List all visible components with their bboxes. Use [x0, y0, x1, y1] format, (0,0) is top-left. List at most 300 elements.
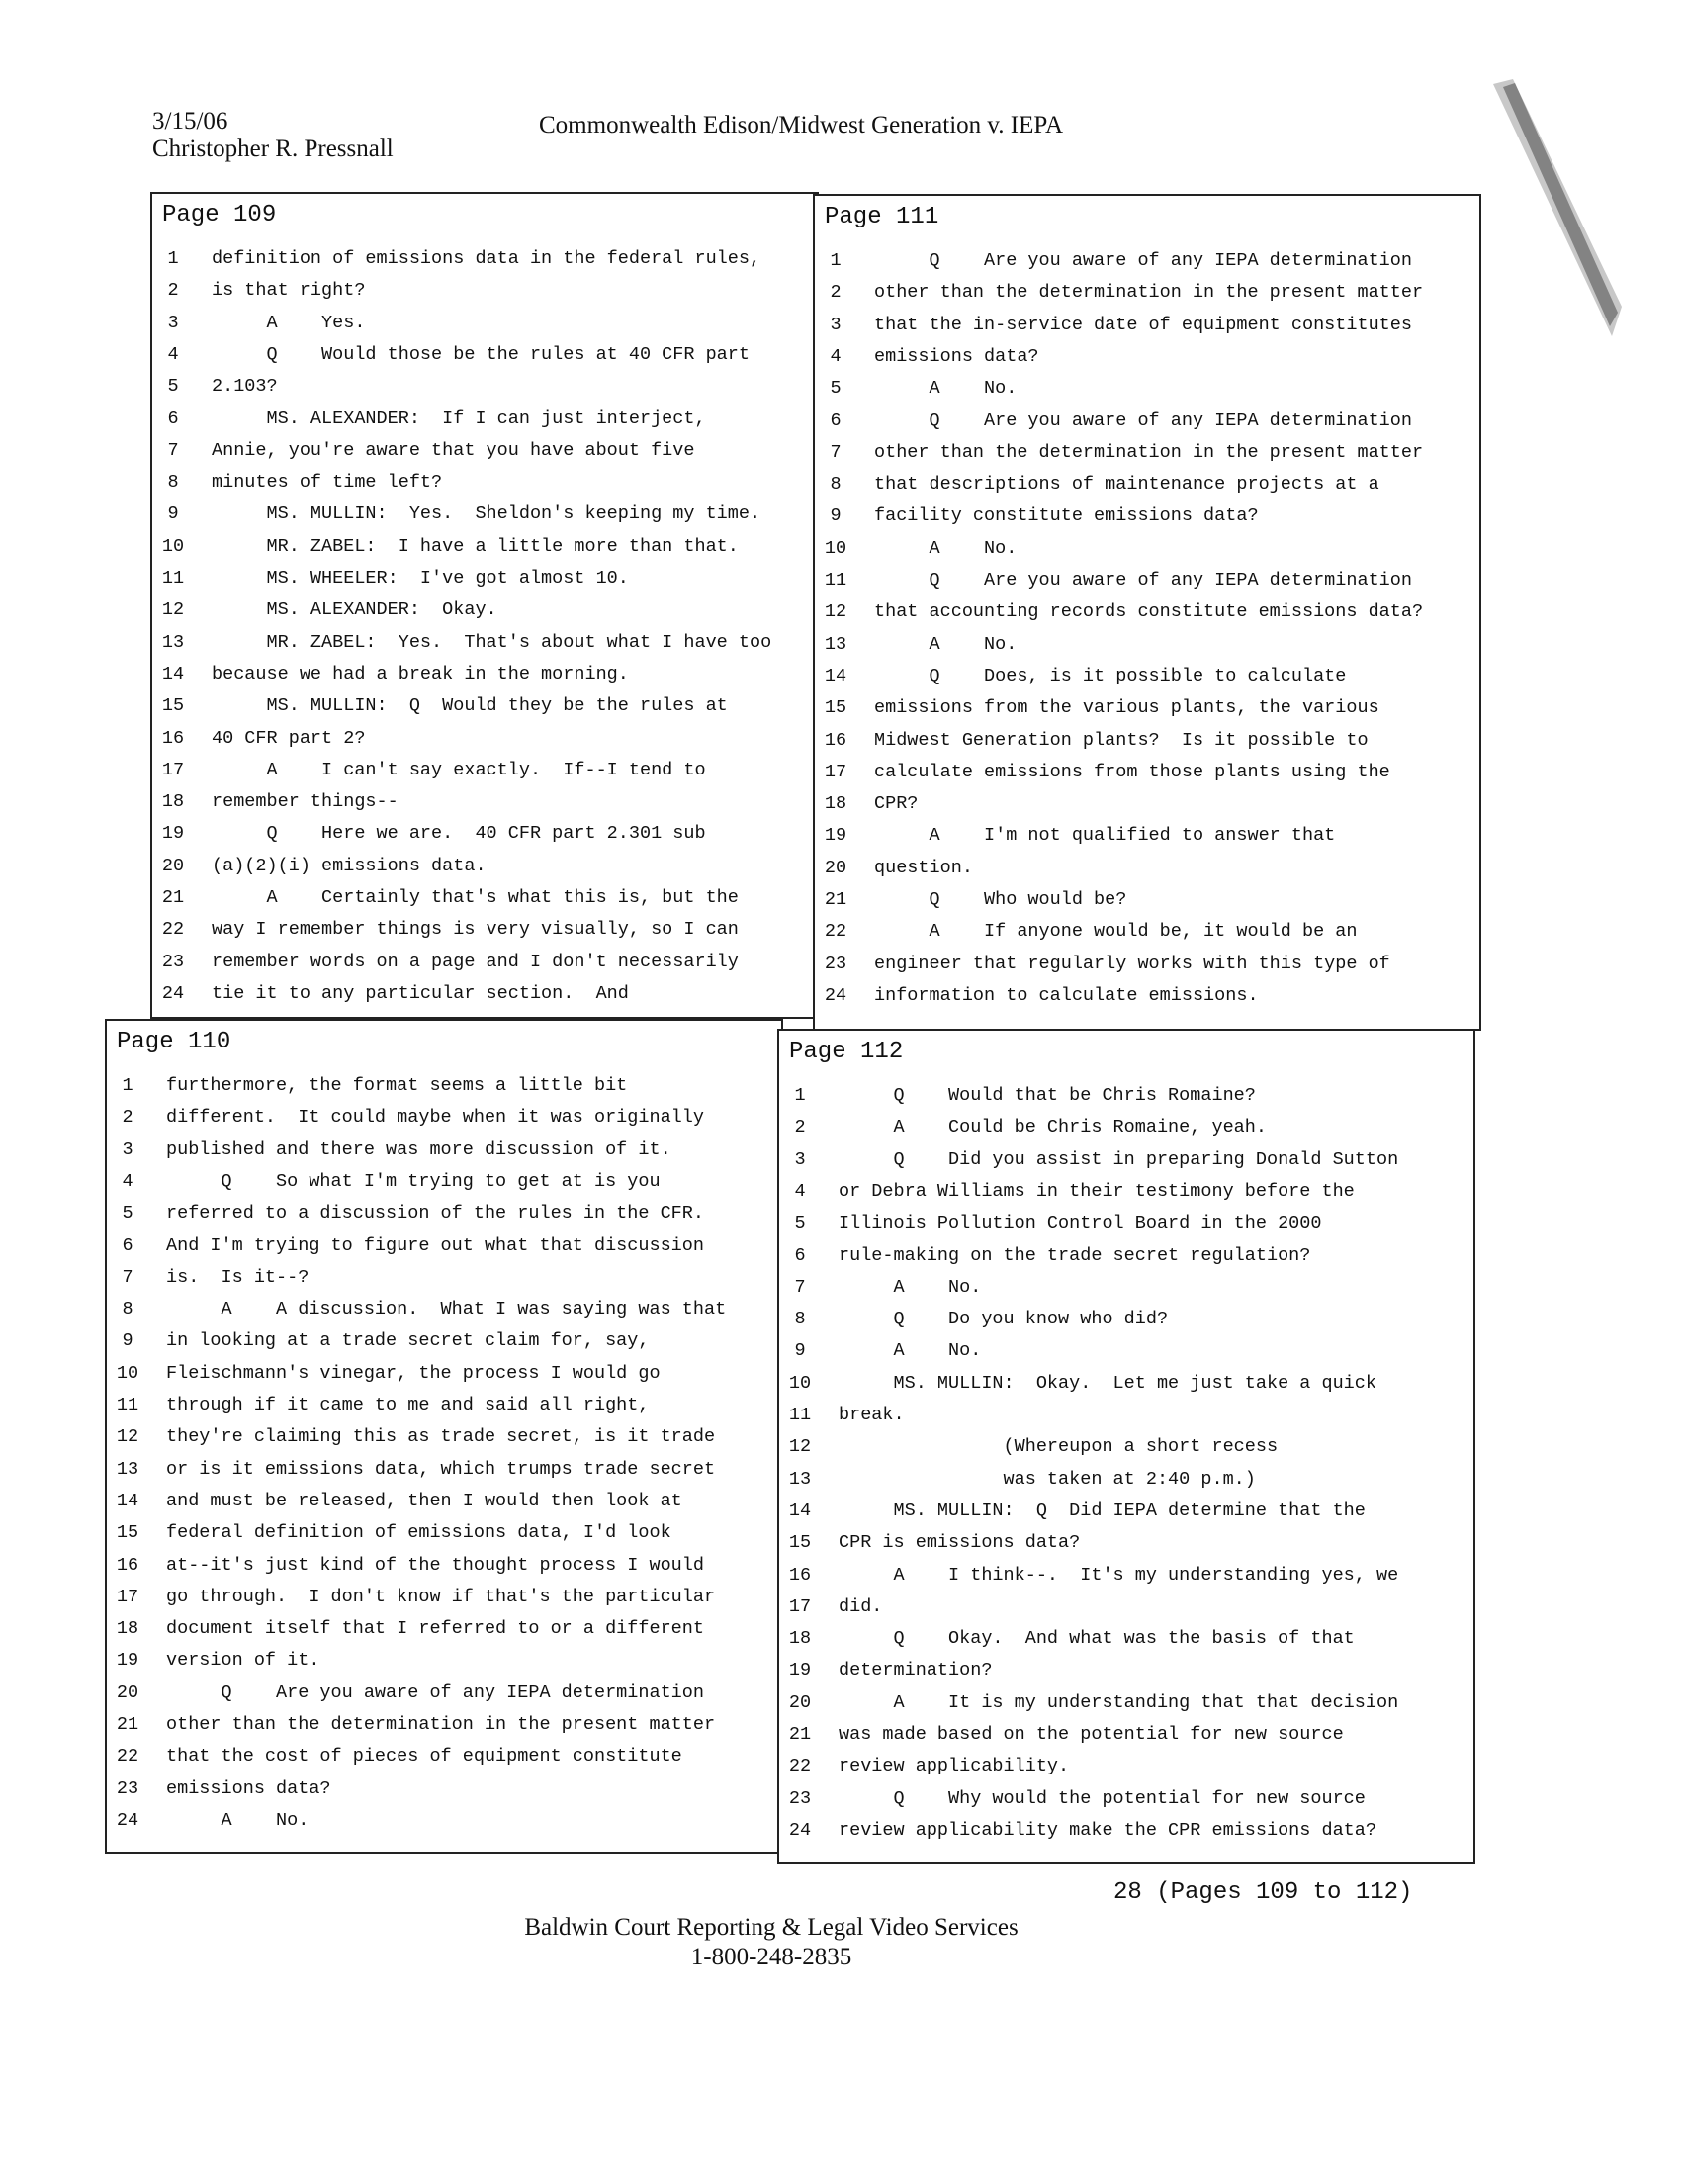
transcript-line [779, 1240, 1473, 1272]
line-number: 7 [122, 1266, 133, 1288]
line-number: 23 [161, 951, 185, 972]
line-text: Illinois Pollution Control Board in the 2000 [839, 1213, 1322, 1234]
line-number: 14 [824, 665, 847, 686]
line-number: 17 [161, 759, 185, 780]
line-number: 12 [116, 1426, 139, 1448]
transcript-line [815, 949, 1479, 980]
line-text: remember things-- [212, 791, 399, 813]
line-text: go through. I don't know if that's the particular [166, 1586, 716, 1607]
line-number: 8 [794, 1309, 806, 1330]
line-number: 14 [161, 663, 185, 684]
line-text: Q Does, is it possible to calculate [874, 665, 1347, 686]
line-text: A No. [874, 537, 1018, 559]
line-text: that descriptions of maintenance projects at a [874, 474, 1379, 496]
footer-company-name: Baldwin Court Reporting & Legal Video Services [524, 1914, 1019, 1941]
line-text: A No. [874, 378, 1018, 400]
line-text: A I'm not qualified to answer that [874, 825, 1336, 847]
transcript-line [815, 916, 1479, 948]
transcript-line [107, 1135, 781, 1166]
transcript-page-111 [813, 194, 1481, 1031]
line-text: MS. MULLIN: Okay. Let me just take a quick [839, 1372, 1376, 1394]
transcript-line [815, 406, 1479, 437]
transcript-line [779, 1400, 1473, 1431]
line-number: 21 [824, 889, 847, 910]
transcript-line [779, 1176, 1473, 1208]
line-number: 2 [167, 280, 179, 302]
line-number: 8 [830, 474, 842, 496]
line-text: Q Okay. And what was the basis of that [839, 1628, 1355, 1650]
line-text: information to calculate emissions. [874, 984, 1259, 1006]
line-text: emissions from the various plants, the various [874, 697, 1379, 719]
transcript-line [107, 1358, 781, 1390]
line-text: A No. [874, 633, 1018, 655]
transcript-line [815, 437, 1479, 469]
line-number: 2 [794, 1117, 806, 1138]
transcript-line [107, 1741, 781, 1773]
line-number: 13 [824, 633, 847, 655]
transcript-line [815, 565, 1479, 596]
transcript-page-112 [777, 1029, 1475, 1864]
line-number: 4 [830, 345, 842, 367]
line-number: 20 [116, 1682, 139, 1703]
transcript-line [815, 820, 1479, 852]
line-number: 2 [830, 282, 842, 304]
line-text: rule-making on the trade secret regulation? [839, 1244, 1311, 1266]
line-number: 3 [122, 1138, 133, 1160]
line-text: document itself that I referred to or a different [166, 1618, 704, 1640]
transcript-line [152, 499, 817, 530]
transcript-line [815, 277, 1479, 309]
line-number: 8 [167, 472, 179, 494]
line-number: 23 [824, 953, 847, 974]
line-text: Midwest Generation plants? Is it possible to [874, 729, 1369, 751]
line-text: break. [839, 1405, 905, 1425]
line-number: 1 [167, 248, 179, 269]
line-number: 22 [824, 921, 847, 943]
transcript-line [107, 1166, 781, 1198]
line-number: 5 [167, 376, 179, 398]
line-number: 24 [161, 982, 185, 1004]
line-number: 13 [788, 1468, 812, 1490]
line-text: 40 CFR part 2? [212, 727, 366, 749]
line-text: MR. ZABEL: Yes. That's about what I have too [212, 631, 772, 653]
line-text: other than the determination in the present matter [874, 282, 1424, 304]
line-number: 18 [824, 793, 847, 815]
transcript-line [107, 1454, 781, 1486]
line-text: (a)(2)(i) emissions data. [212, 855, 487, 876]
line-number: 10 [161, 535, 185, 557]
line-text: or is it emissions data, which trumps trade secret [166, 1458, 716, 1480]
line-number: 18 [788, 1628, 812, 1650]
line-number: 7 [830, 441, 842, 463]
line-number: 24 [788, 1819, 812, 1841]
line-text: question. [874, 857, 973, 878]
transcript-line [152, 818, 817, 850]
line-text: Q Are you aware of any IEPA determination [874, 410, 1412, 431]
line-number: 14 [116, 1490, 139, 1511]
line-number: 12 [824, 601, 847, 623]
line-number: 17 [788, 1595, 812, 1617]
header-witness-name: Christopher R. Pressnall [152, 136, 394, 162]
transcript-line [152, 404, 817, 435]
line-number: 15 [824, 697, 847, 719]
line-text: (Whereupon a short recess [839, 1436, 1279, 1458]
transcript-line [779, 1719, 1473, 1751]
line-text: they're claiming this as trade secret, is it trade [166, 1426, 716, 1448]
line-number: 23 [788, 1787, 812, 1809]
line-number: 16 [788, 1564, 812, 1586]
line-text: Q Would those be the rules at 40 CFR part [212, 343, 750, 365]
line-text: Q Did you assist in preparing Donald Sutton [839, 1148, 1399, 1170]
page-number-label: Page 111 [825, 204, 939, 230]
footer-page-range: 28 (Pages 109 to 112) [1113, 1879, 1413, 1906]
transcript-line [107, 1390, 781, 1421]
transcript-line [107, 1805, 781, 1837]
line-number: 20 [788, 1691, 812, 1713]
line-number: 9 [122, 1330, 133, 1352]
transcript-line [815, 245, 1479, 277]
line-number: 9 [830, 505, 842, 527]
line-text: other than the determination in the present matter [166, 1714, 716, 1735]
line-text: at--it's just kind of the thought process I would [166, 1554, 704, 1576]
line-text: Q Here we are. 40 CFR part 2.301 sub [212, 823, 706, 845]
line-number: 19 [116, 1650, 139, 1672]
transcript-line [779, 1687, 1473, 1719]
transcript-line [815, 373, 1479, 405]
line-number: 16 [161, 727, 185, 749]
transcript-line [815, 341, 1479, 373]
line-text: Q So what I'm trying to get at is you [166, 1170, 661, 1192]
line-text: engineer that regularly works with this type of [874, 953, 1390, 974]
transcript-line [107, 1102, 781, 1134]
line-number: 11 [161, 568, 185, 589]
transcript-line [152, 531, 817, 563]
line-text: 2.103? [212, 376, 278, 398]
transcript-line [779, 1527, 1473, 1559]
line-number: 7 [167, 439, 179, 461]
line-text: that the cost of pieces of equipment constitute [166, 1746, 682, 1768]
transcript-line [107, 1294, 781, 1325]
transcript-line [152, 435, 817, 467]
line-text: Q Why would the potential for new source [839, 1787, 1366, 1809]
line-text: Q Who would be? [874, 889, 1127, 910]
line-number: 22 [161, 919, 185, 941]
transcript-line [779, 1560, 1473, 1592]
line-number: 6 [122, 1234, 133, 1256]
transcript-line [152, 786, 817, 818]
transcript-line [779, 1335, 1473, 1367]
transcript-line [779, 1304, 1473, 1335]
line-number: 2 [122, 1107, 133, 1129]
line-text: tie it to any particular section. And [212, 982, 629, 1004]
line-text: way I remember things is very visually, so I can [212, 919, 739, 941]
line-number: 9 [167, 503, 179, 525]
line-number: 21 [788, 1724, 812, 1745]
transcript-line [152, 882, 817, 914]
line-text: facility constitute emissions data? [874, 505, 1259, 527]
line-number: 18 [161, 791, 185, 813]
line-number: 11 [788, 1405, 812, 1425]
line-number: 21 [161, 887, 185, 908]
line-text: furthermore, the format seems a little bit [166, 1075, 628, 1096]
transcript-line [107, 1421, 781, 1453]
transcript-line [815, 629, 1479, 661]
line-number: 13 [116, 1458, 139, 1480]
line-number: 23 [116, 1777, 139, 1799]
line-number: 5 [830, 378, 842, 400]
line-text: A A discussion. What I was saying was that [166, 1299, 727, 1320]
line-text: version of it. [166, 1650, 320, 1672]
transcript-page-110 [105, 1019, 783, 1854]
line-number: 17 [824, 761, 847, 782]
transcript-line [152, 594, 817, 626]
transcript-line [152, 563, 817, 594]
line-number: 4 [794, 1180, 806, 1202]
transcript-line [107, 1613, 781, 1645]
line-text: MR. ZABEL: I have a little more than that. [212, 535, 739, 557]
line-number: 6 [794, 1244, 806, 1266]
transcript-line [152, 467, 817, 499]
line-text: CPR? [874, 793, 919, 815]
line-text: published and there was more discussion of it. [166, 1138, 671, 1160]
transcript-line [107, 1070, 781, 1102]
transcript-line [107, 1486, 781, 1517]
transcript-line [815, 533, 1479, 565]
line-text: that accounting records constitute emissions data? [874, 601, 1424, 623]
page-number-label: Page 109 [162, 202, 277, 228]
page-number-label: Page 110 [117, 1029, 231, 1055]
transcript-line [152, 243, 817, 275]
header-case-title: Commonwealth Edison/Midwest Generation v. IEPA [539, 112, 1064, 138]
transcript-line [779, 1655, 1473, 1686]
line-text: A Yes. [212, 312, 366, 333]
line-text: is. Is it--? [166, 1266, 310, 1288]
transcript-line [779, 1783, 1473, 1815]
line-text: and must be released, then I would then look at [166, 1490, 682, 1511]
transcript-line [815, 757, 1479, 788]
line-number: 7 [794, 1276, 806, 1298]
line-text: Q Are you aware of any IEPA determination [874, 250, 1412, 271]
line-number: 3 [830, 314, 842, 335]
line-number: 19 [824, 825, 847, 847]
line-text: did. [839, 1595, 883, 1617]
line-text: Q Would that be Chris Romaine? [839, 1085, 1256, 1106]
line-text: emissions data? [166, 1777, 331, 1799]
line-text: review applicability. [839, 1756, 1070, 1777]
line-number: 21 [116, 1714, 139, 1735]
line-text: through if it came to me and said all right, [166, 1395, 650, 1415]
transcript-line [107, 1325, 781, 1357]
line-number: 11 [824, 570, 847, 591]
transcript-line [152, 914, 817, 946]
line-text: A No. [839, 1276, 982, 1298]
transcript-line [152, 851, 817, 882]
transcript-line [779, 1464, 1473, 1496]
line-text: review applicability make the CPR emissions data? [839, 1819, 1376, 1841]
line-number: 19 [161, 823, 185, 845]
line-number: 6 [830, 410, 842, 431]
transcript-line [107, 1230, 781, 1262]
line-text: in looking at a trade secret claim for, say, [166, 1330, 650, 1352]
line-text: or Debra Williams in their testimony before the [839, 1180, 1355, 1202]
line-text: Q Are you aware of any IEPA determination [874, 570, 1412, 591]
line-text: determination? [839, 1660, 993, 1682]
footer-phone-number: 1-800-248-2835 [690, 1944, 852, 1970]
transcript-line [107, 1198, 781, 1229]
line-number: 15 [161, 695, 185, 717]
transcript-line [779, 1431, 1473, 1463]
line-number: 22 [116, 1746, 139, 1768]
transcript-line [815, 596, 1479, 628]
line-number: 15 [116, 1522, 139, 1544]
transcript-line [152, 690, 817, 722]
transcript-line [815, 884, 1479, 916]
scan-shadow-mark [1483, 79, 1622, 336]
transcript-line [107, 1709, 781, 1741]
line-text: A No. [166, 1809, 310, 1831]
transcript-line [152, 627, 817, 659]
line-text: was taken at 2:40 p.m.) [839, 1468, 1256, 1490]
line-text: federal definition of emissions data, I'd look [166, 1522, 671, 1544]
line-text: A No. [839, 1340, 982, 1362]
transcript-line [152, 659, 817, 690]
line-number: 5 [122, 1203, 133, 1225]
line-number: 3 [794, 1148, 806, 1170]
line-text: because we had a break in the morning. [212, 663, 629, 684]
transcript-line [779, 1080, 1473, 1112]
transcript-line [779, 1272, 1473, 1304]
line-number: 1 [794, 1085, 806, 1106]
line-text: CPR is emissions data? [839, 1532, 1081, 1554]
line-number: 16 [116, 1554, 139, 1576]
transcript-line [107, 1550, 781, 1582]
transcript-line [152, 339, 817, 371]
transcript-line [779, 1208, 1473, 1239]
transcript-line [107, 1645, 781, 1677]
line-text: different. It could maybe when it was originally [166, 1107, 704, 1129]
transcript-line [107, 1517, 781, 1549]
transcript-line [779, 1815, 1473, 1847]
line-number: 15 [788, 1532, 812, 1554]
line-text: Q Do you know who did? [839, 1309, 1169, 1330]
line-number: 12 [161, 599, 185, 621]
line-number: 19 [788, 1660, 812, 1682]
line-text: emissions data? [874, 345, 1039, 367]
line-number: 22 [788, 1756, 812, 1777]
line-number: 3 [167, 312, 179, 333]
line-number: 4 [122, 1170, 133, 1192]
line-number: 16 [824, 729, 847, 751]
line-text: other than the determination in the present matter [874, 441, 1424, 463]
line-number: 4 [167, 343, 179, 365]
transcript-page-109 [150, 192, 819, 1019]
transcript-line [107, 1582, 781, 1613]
line-number: 5 [794, 1213, 806, 1234]
transcript-line [152, 308, 817, 339]
transcript-line [779, 1751, 1473, 1782]
transcript-line [815, 661, 1479, 692]
line-text: A Certainly that's what this is, but the [212, 887, 739, 908]
line-number: 12 [788, 1436, 812, 1458]
line-number: 13 [161, 631, 185, 653]
line-text: MS. WHEELER: I've got almost 10. [212, 568, 629, 589]
line-number: 11 [116, 1395, 139, 1415]
line-text: MS. ALEXANDER: If I can just interject, [212, 408, 706, 429]
line-number: 17 [116, 1586, 139, 1607]
transcript-line [152, 978, 817, 1010]
line-number: 20 [824, 857, 847, 878]
transcript-line [815, 500, 1479, 532]
transcript-line [815, 980, 1479, 1012]
transcript-line [815, 788, 1479, 820]
line-text: calculate emissions from those plants using the [874, 761, 1390, 782]
transcript-line [152, 755, 817, 786]
line-text: A Could be Chris Romaine, yeah. [839, 1117, 1267, 1138]
transcript-line [815, 310, 1479, 341]
line-number: 24 [824, 984, 847, 1006]
transcript-line [107, 1678, 781, 1709]
transcript-line [815, 853, 1479, 884]
line-number: 1 [830, 250, 842, 271]
line-number: 10 [116, 1362, 139, 1384]
line-text: minutes of time left? [212, 472, 443, 494]
line-text: A I can't say exactly. If--I tend to [212, 759, 706, 780]
transcript-line [107, 1262, 781, 1294]
page-number-label: Page 112 [789, 1039, 904, 1065]
transcript-line [815, 469, 1479, 500]
line-text: Q Are you aware of any IEPA determination [166, 1682, 704, 1703]
line-text: was made based on the potential for new source [839, 1724, 1344, 1745]
transcript-line [779, 1496, 1473, 1527]
transcript-line [779, 1623, 1473, 1655]
line-text: MS. ALEXANDER: Okay. [212, 599, 497, 621]
line-number: 9 [794, 1340, 806, 1362]
transcript-line [152, 275, 817, 307]
transcript-line [779, 1592, 1473, 1623]
line-text: And I'm trying to figure out what that discussion [166, 1234, 704, 1256]
line-text: Annie, you're aware that you have about five [212, 439, 695, 461]
line-text: MS. MULLIN: Q Would they be the rules at [212, 695, 728, 717]
line-number: 10 [788, 1372, 812, 1394]
line-text: A It is my understanding that that decision [839, 1691, 1399, 1713]
line-number: 20 [161, 855, 185, 876]
line-text: referred to a discussion of the rules in the CFR. [166, 1203, 704, 1225]
line-number: 14 [788, 1500, 812, 1521]
line-number: 8 [122, 1299, 133, 1320]
transcript-line [107, 1774, 781, 1805]
transcript-line [779, 1368, 1473, 1400]
transcript-line [152, 371, 817, 403]
line-text: is that right? [212, 280, 366, 302]
line-text: MS. MULLIN: Yes. Sheldon's keeping my time. [212, 503, 761, 525]
line-number: 1 [122, 1075, 133, 1096]
line-number: 10 [824, 537, 847, 559]
transcript-line [779, 1112, 1473, 1143]
line-number: 6 [167, 408, 179, 429]
line-text: Fleischmann's vinegar, the process I would go [166, 1362, 661, 1384]
transcript-line [815, 692, 1479, 724]
header-date: 3/15/06 [152, 108, 228, 135]
line-text: definition of emissions data in the federal rules, [212, 248, 761, 269]
line-text: that the in-service date of equipment constitutes [874, 314, 1412, 335]
transcript-line [779, 1144, 1473, 1176]
line-text: MS. MULLIN: Q Did IEPA determine that the [839, 1500, 1366, 1521]
transcript-line [815, 725, 1479, 757]
line-text: A I think--. It's my understanding yes, we [839, 1564, 1399, 1586]
line-text: remember words on a page and I don't necessarily [212, 951, 739, 972]
transcript-line [152, 947, 817, 978]
transcript-line [152, 723, 817, 755]
